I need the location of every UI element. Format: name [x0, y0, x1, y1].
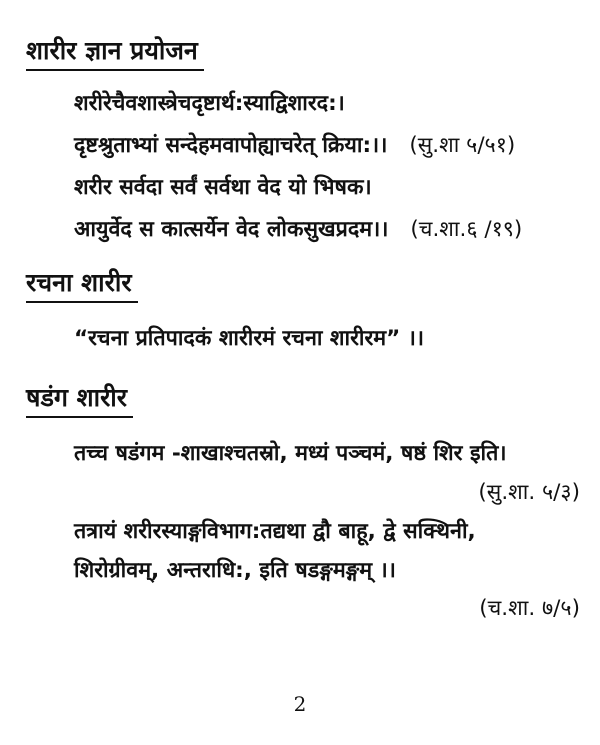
section-heading-rachana-sharir: रचना शारीर	[26, 266, 132, 300]
page-number: 2	[293, 692, 307, 716]
verse-line: शरीर सर्वदा सर्वं सर्वथा वेद यो भिषक।	[74, 175, 372, 200]
verse-line: शिरोग्रीवम्, अन्तराधि:, इति षडङ्गमङ्गम् ।।	[74, 558, 396, 583]
verse-line: शरीरेचैवशास्त्रेचदृष्टार्थ:स्याद्विशारद:।	[74, 91, 345, 116]
verse-line: तत्रायं शरीरस्याङ्गविभाग:तद्यथा द्वौ बाहू, द्वे सक्थिनी,	[74, 519, 476, 544]
verse-line: तच्च षडंगम -शाखाश्चतस्रो, मध्यं पञ्चमं, षष्ठं शिर इति।	[74, 441, 507, 466]
verse-line: “रचना प्रतिपादकं शारीरमं रचना शारीरम” ।।	[74, 326, 425, 351]
section-heading-shadang-sharir: षडंग शारीर	[26, 381, 127, 415]
verse-reference: (सु.शा. ५/३)	[478, 480, 580, 505]
verse-line: आयुर्वेद स कात्सर्येन वेद लोकसुखप्रदम।। (च.शा.६ /१९)	[74, 217, 523, 242]
section-heading-sharir-gyan-prayojan: शारीर ज्ञान प्रयोजन	[26, 34, 198, 68]
verse-reference: (सु.शा ५/५१)	[409, 133, 516, 158]
verse-reference: (च.शा. ७/५)	[479, 596, 580, 621]
verse-reference: (च.शा.६ /१९)	[410, 217, 523, 242]
verse-line: दृष्टश्रुताभ्यां सन्देहमवापोह्याचरेत् क्रिया:।। (सु.शा ५/५१)	[74, 133, 516, 158]
